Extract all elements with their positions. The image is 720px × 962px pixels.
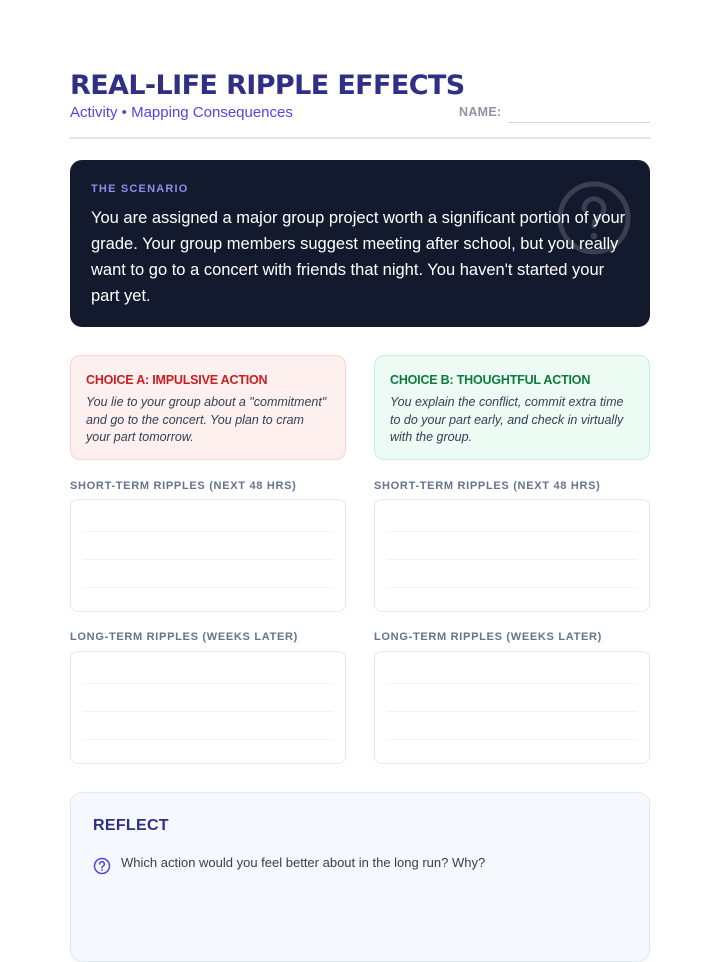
writing-line [83, 683, 333, 684]
question-circle-icon [93, 857, 111, 875]
choice-a-title: CHOICE A: IMPULSIVE ACTION [86, 373, 268, 387]
page-subtitle: Activity • Mapping Consequences [70, 104, 293, 121]
writing-line [83, 739, 333, 740]
choice-b-description: You explain the conflict, commit extra time to do your part early, and check in virtually with the group. [390, 395, 624, 444]
choice-a-long-term-label: LONG-TERM RIPPLES (WEEKS LATER) [70, 631, 299, 643]
choice-a-short-term-label: SHORT-TERM RIPPLES (NEXT 48 HRS) [70, 480, 297, 492]
writing-line [83, 587, 333, 588]
choice-b-short-term-box[interactable] [374, 499, 650, 612]
scenario-card [70, 160, 650, 327]
page-title: REAL-LIFE RIPPLE EFFECTS [70, 70, 465, 101]
writing-line [387, 711, 637, 712]
name-field[interactable] [508, 122, 650, 123]
writing-line [387, 683, 637, 684]
writing-line [387, 587, 637, 588]
choice-b-card [374, 355, 650, 460]
question-circle-icon [554, 178, 634, 258]
header-divider [70, 137, 650, 139]
choice-a-short-term-box[interactable] [70, 499, 346, 612]
name-label: NAME: [459, 105, 502, 119]
reflect-card [70, 792, 650, 962]
choice-a-description: You lie to your group about a "commitment" and go to the concert. You plan to cram your part tomorrow. [86, 395, 327, 444]
choice-b-short-term-label: SHORT-TERM RIPPLES (NEXT 48 HRS) [374, 480, 601, 492]
choice-b-long-term-label: LONG-TERM RIPPLES (WEEKS LATER) [374, 631, 603, 643]
scenario-text: You are assigned a major group project worth a significant portion of your grade. Your group members suggest meeting after school, but you really want to go to a concert with friends that night. You haven't started your part yet. [91, 209, 626, 305]
choice-b-title: CHOICE B: THOUGHTFUL ACTION [390, 373, 591, 387]
writing-line [83, 559, 333, 560]
reflect-title: REFLECT [93, 817, 169, 834]
writing-line [83, 711, 333, 712]
writing-line [387, 739, 637, 740]
writing-line [83, 531, 333, 532]
writing-line [387, 531, 637, 532]
writing-line [387, 559, 637, 560]
scenario-label: THE SCENARIO [91, 183, 189, 195]
reflect-question: Which action would you feel better about in the long run? Why? [121, 855, 486, 870]
choice-a-long-term-box[interactable] [70, 651, 346, 764]
choice-b-long-term-box[interactable] [374, 651, 650, 764]
choice-a-card [70, 355, 346, 460]
